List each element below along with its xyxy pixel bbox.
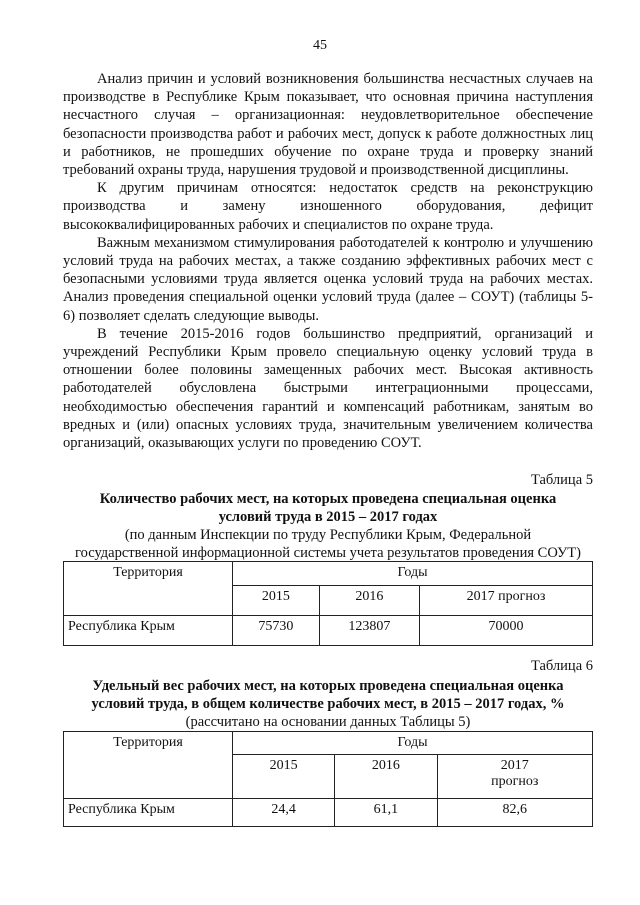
- paragraph: Важным механизмом стимулирования работодателей к контролю и улучшению условий труда на рабочих местах, а также созданию эффективных рабочих мест с безопасными условиями труда является оценка условий труда на рабочих местах. Анализ проведения специальной оценки условий труда (далее – СОУТ) (таблицы 5-6) позволяет сделать следующие выводы.: [63, 234, 593, 324]
- table-5-label: Таблица 5: [530, 472, 593, 488]
- header-year: 2017 прогноз: [420, 586, 593, 616]
- row-label: Республика Крым: [64, 616, 233, 646]
- paragraph: В течение 2015-2016 годов большинство предприятий, организаций и учреждений Республики Крым провело специальную оценку условий труда в отношении более половины замещенных рабочих мест. Высокая активность работодателей обусловлена быстрыми интеграционными процессами, необходимостью обеспечения гарантий и компенсаций работникам, занятым во вредных и (или) опасных условиях труда, значительным увеличением количества организаций, оказывающих услуги по проведению СОУТ.: [63, 325, 593, 452]
- header-territory: Территория: [64, 562, 233, 616]
- table-cell: 70000: [420, 616, 593, 646]
- row-label: Республика Крым: [64, 799, 233, 827]
- table-6-label: Таблица 6: [530, 658, 593, 674]
- header-year: 2016: [335, 755, 437, 799]
- header-year: 2015: [233, 586, 320, 616]
- table-5-title-line-2: условий труда в 2015 – 2017 годах: [218, 509, 438, 525]
- header-years: Годы: [233, 732, 593, 755]
- table-6-title: [63, 677, 593, 713]
- table-cell: 75730: [233, 616, 320, 646]
- table-cell: 82,6: [437, 799, 593, 827]
- table-5: [63, 561, 593, 646]
- table-5-source: [63, 526, 593, 562]
- header-year: 2017: [500, 758, 529, 773]
- paragraph: К другим причинам относятся: недостаток средств на реконструкцию производства и замену изношенного оборудования, дефицит высококвалифицированных рабочих и специалистов по охране труда.: [63, 180, 593, 233]
- header-territory: Территория: [64, 732, 233, 799]
- body-text: [63, 70, 593, 452]
- table-cell: 123807: [319, 616, 419, 646]
- table-5-source-line-2: государственной информационной системы учета результатов проведения СОУТ): [75, 545, 581, 561]
- header-year: 2016: [319, 586, 419, 616]
- paragraph: Анализ причин и условий возникновения большинства несчастных случаев на производстве в Республике Крым показывает, что основная причина наступления несчастного случая – организационная: неудовлетворительное обеспечение безопасности производства работ и рабочих мест, допуск к работе должностных лиц и работников, не прошедших обучение по охране труда и проверку знаний требований охраны труда, нарушения трудовой и производственной дисциплины.: [63, 71, 593, 179]
- table-6-source: (рассчитано на основании данных Таблицы 5): [185, 714, 471, 730]
- table-5-source-line-1: (по данным Инспекции по труду Республики Крым, Федеральной: [124, 527, 532, 543]
- header-year: 2015: [233, 755, 335, 799]
- table-cell: 24,4: [233, 799, 335, 827]
- header-year-subtitle: прогноз: [491, 774, 539, 789]
- page-number: 45: [313, 38, 327, 53]
- table-5-title: [63, 490, 593, 526]
- table-cell: 61,1: [335, 799, 437, 827]
- table-6-title-line-1: Удельный вес рабочих мест, на которых проведена специальная оценка: [92, 678, 564, 694]
- table-6-title-line-2: условий труда, в общем количестве рабочих мест, в 2015 – 2017 годах, %: [91, 696, 565, 712]
- header-years: Годы: [233, 562, 593, 586]
- table-6: [63, 731, 593, 827]
- table-5-title-line-1: Количество рабочих мест, на которых проведена специальная оценка: [99, 491, 557, 507]
- header-year-2017: [437, 755, 593, 799]
